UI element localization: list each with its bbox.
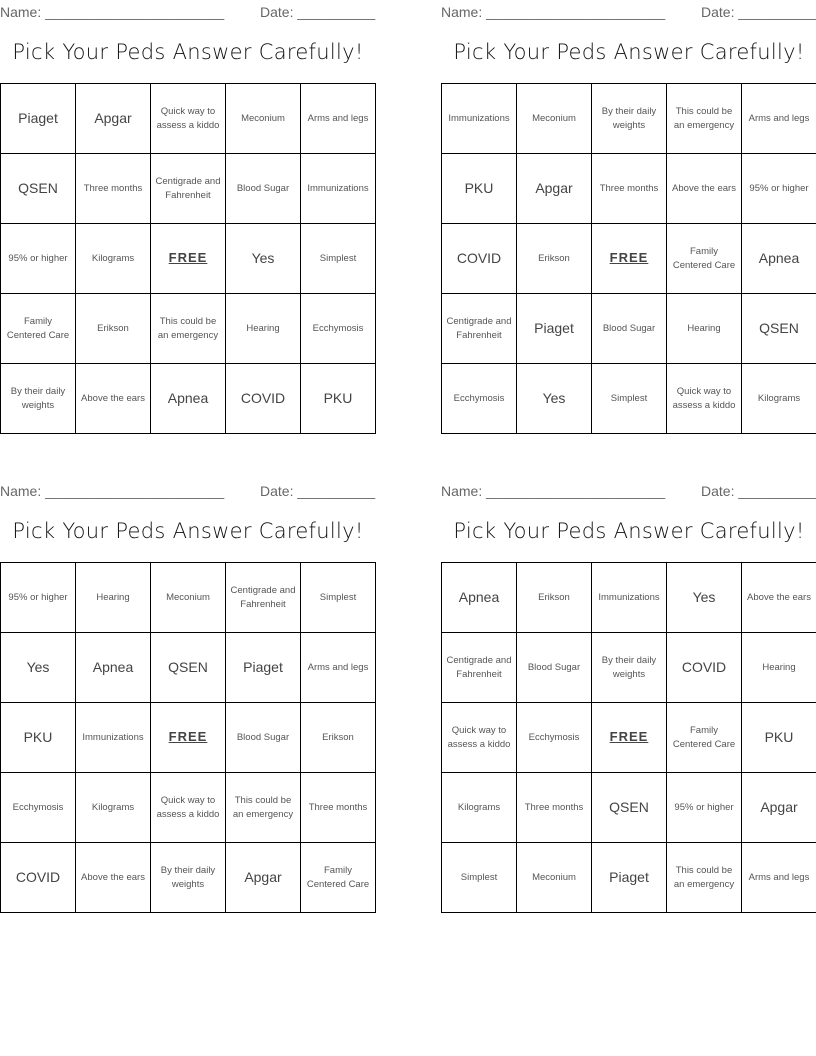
card-header [441, 4, 816, 20]
bingo-cell: Immunizations [592, 563, 667, 633]
bingo-cell: Three months [301, 773, 376, 843]
bingo-cell: Simplest [301, 224, 376, 294]
bingo-cell: Arms and legs [742, 843, 816, 913]
bingo-cell: Immunizations [76, 703, 151, 773]
bingo-cell: Erikson [517, 224, 592, 294]
bingo-cell: QSEN [151, 633, 226, 703]
bingo-cell: Hearing [76, 563, 151, 633]
bingo-cell: Family Centered Care [301, 843, 376, 913]
bingo-cell: Arms and legs [301, 633, 376, 703]
bingo-cell: Yes [517, 364, 592, 434]
bingo-cell: Centigrade and Fahrenheit [442, 294, 517, 364]
bingo-cell: Piaget [226, 633, 301, 703]
bingo-cell: Family Centered Care [1, 294, 76, 364]
bingo-cell: Erikson [517, 563, 592, 633]
bingo-cell: PKU [742, 703, 816, 773]
date-field[interactable]: Date: __________ [260, 483, 376, 499]
bingo-cell: Centigrade and Fahrenheit [442, 633, 517, 703]
bingo-cell: PKU [301, 364, 376, 434]
date-field[interactable]: Date: __________ [701, 483, 816, 499]
bingo-cell: Ecchymosis [1, 773, 76, 843]
bingo-cell: Above the ears [76, 364, 151, 434]
bingo-cell: Above the ears [667, 154, 742, 224]
bingo-cell: This could be an emergency [226, 773, 301, 843]
bingo-cell: Apgar [517, 154, 592, 224]
card-header [0, 483, 376, 499]
bingo-cell: Immunizations [442, 84, 517, 154]
bingo-cell: This could be an emergency [667, 84, 742, 154]
bingo-cell: Blood Sugar [226, 703, 301, 773]
bingo-cell: Apgar [76, 84, 151, 154]
bingo-cell: Quick way to assess a kiddo [151, 773, 226, 843]
bingo-cell: Ecchymosis [301, 294, 376, 364]
name-field[interactable]: Name: _______________________ [441, 483, 666, 499]
card-title: Pick Your Peds Answer Carefully! [453, 519, 805, 543]
bingo-cell: QSEN [1, 154, 76, 224]
bingo-cell: Kilograms [76, 224, 151, 294]
bingo-cell: Yes [667, 563, 742, 633]
bingo-cell: Blood Sugar [592, 294, 667, 364]
card-header [0, 4, 376, 20]
bingo-cell: Ecchymosis [517, 703, 592, 773]
bingo-cell: COVID [442, 224, 517, 294]
bingo-cell: Quick way to assess a kiddo [667, 364, 742, 434]
bingo-cell: Family Centered Care [667, 224, 742, 294]
card-title: Pick Your Peds Answer Carefully! [12, 519, 364, 543]
bingo-cell: This could be an emergency [667, 843, 742, 913]
bingo-cell: Meconium [517, 843, 592, 913]
bingo-grid [0, 83, 376, 434]
bingo-cell: Ecchymosis [442, 364, 517, 434]
card-title: Pick Your Peds Answer Carefully! [12, 40, 364, 64]
bingo-cell: COVID [226, 364, 301, 434]
bingo-cell: 95% or higher [1, 563, 76, 633]
bingo-cell: 95% or higher [1, 224, 76, 294]
bingo-cell: PKU [442, 154, 517, 224]
bingo-cell: Kilograms [742, 364, 816, 434]
bingo-cell: Above the ears [742, 563, 816, 633]
bingo-cell: Yes [226, 224, 301, 294]
bingo-cell: COVID [1, 843, 76, 913]
bingo-cell: Simplest [592, 364, 667, 434]
bingo-cell: Hearing [742, 633, 816, 703]
bingo-cell: Arms and legs [742, 84, 816, 154]
bingo-cell: QSEN [742, 294, 816, 364]
bingo-cell: Meconium [517, 84, 592, 154]
date-field[interactable]: Date: __________ [701, 4, 816, 20]
bingo-grid [441, 562, 816, 913]
bingo-cell: QSEN [592, 773, 667, 843]
bingo-cell: Quick way to assess a kiddo [442, 703, 517, 773]
bingo-cell: Erikson [301, 703, 376, 773]
bingo-cell: This could be an emergency [151, 294, 226, 364]
bingo-cell: Apnea [742, 224, 816, 294]
bingo-cell: Blood Sugar [517, 633, 592, 703]
bingo-cell: Apgar [226, 843, 301, 913]
bingo-cell: COVID [667, 633, 742, 703]
bingo-cell: Three months [76, 154, 151, 224]
bingo-cell: Arms and legs [301, 84, 376, 154]
free-space: FREE [592, 224, 667, 294]
bingo-cell: Family Centered Care [667, 703, 742, 773]
bingo-cell: Hearing [226, 294, 301, 364]
bingo-cell: Erikson [76, 294, 151, 364]
bingo-cell: By their daily weights [1, 364, 76, 434]
bingo-cell: Above the ears [76, 843, 151, 913]
bingo-cell: Apnea [442, 563, 517, 633]
bingo-cell: Simplest [442, 843, 517, 913]
bingo-cell: Meconium [151, 563, 226, 633]
bingo-cell: Yes [1, 633, 76, 703]
card-header [441, 483, 816, 499]
bingo-cell: Simplest [301, 563, 376, 633]
bingo-cell: Piaget [517, 294, 592, 364]
bingo-cell: Meconium [226, 84, 301, 154]
bingo-cell: Immunizations [301, 154, 376, 224]
name-field[interactable]: Name: _______________________ [0, 483, 225, 499]
bingo-cell: Apnea [76, 633, 151, 703]
free-space: FREE [592, 703, 667, 773]
bingo-cell: By their daily weights [151, 843, 226, 913]
bingo-cell: Piaget [1, 84, 76, 154]
card-title: Pick Your Peds Answer Carefully! [453, 40, 805, 64]
bingo-cell: By their daily weights [592, 633, 667, 703]
bingo-cell: Hearing [667, 294, 742, 364]
bingo-cell: Piaget [592, 843, 667, 913]
bingo-cell: Apnea [151, 364, 226, 434]
free-space: FREE [151, 703, 226, 773]
name-field[interactable]: Name: _______________________ [0, 4, 225, 20]
name-field[interactable]: Name: _______________________ [441, 4, 666, 20]
bingo-cell: Centigrade and Fahrenheit [226, 563, 301, 633]
date-field[interactable]: Date: __________ [260, 4, 376, 20]
bingo-cell: 95% or higher [667, 773, 742, 843]
bingo-cell: Centigrade and Fahrenheit [151, 154, 226, 224]
bingo-cell: Apgar [742, 773, 816, 843]
bingo-cell: By their daily weights [592, 84, 667, 154]
bingo-grid [441, 83, 816, 434]
bingo-grid [0, 562, 376, 913]
bingo-cell: Quick way to assess a kiddo [151, 84, 226, 154]
bingo-cell: 95% or higher [742, 154, 816, 224]
bingo-cell: Blood Sugar [226, 154, 301, 224]
free-space: FREE [151, 224, 226, 294]
bingo-cell: Kilograms [76, 773, 151, 843]
bingo-cell: Kilograms [442, 773, 517, 843]
bingo-cell: Three months [517, 773, 592, 843]
bingo-cell: Three months [592, 154, 667, 224]
bingo-cell: PKU [1, 703, 76, 773]
